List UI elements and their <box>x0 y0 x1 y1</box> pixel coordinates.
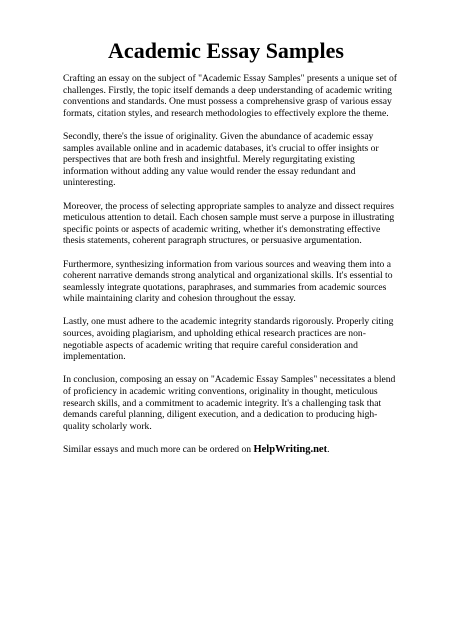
closing-line <box>63 444 399 456</box>
brand-link[interactable]: HelpWriting.net <box>253 444 328 455</box>
paragraph-2: Secondly, there's the issue of originality. Given the abundance of academic essay samples available online and in academic databases, it's crucial to offer insights or perspectives that are both fresh and insightful. Merely regurgitating existing information without adding any value would render the essay redundant and uninteresting. <box>63 130 379 189</box>
paragraph-1: Crafting an essay on the subject of "Academic Essay Samples" presents a unique set of challenges. Firstly, the topic itself demands a deep understanding of academic writing conventions and standards. One must possess a comprehensive grasp of various essay formats, citation styles, and research methodologies to effectively explore the theme. <box>63 73 397 119</box>
paragraph-3: Moreover, the process of selecting appropriate samples to analyze and dissect requires meticulous attention to detail. Each chosen sample must serve a purpose in illustrating specific points or aspects of academic writing, whether it's demonstrating effective thesis statements, coherent paragraph structures, or persuasive argumentation. <box>63 200 395 247</box>
paragraph-6: In conclusion, composing an essay on "Academic Essay Samples" necessitates a blend of proficiency in academic writing conventions, originality in thought, meticulous research skills, and a commitment to academic integrity. It's a challenging task that demands careful planning, diligent execution, and a dedication to producing high-quality scholarly work. <box>63 374 396 432</box>
essay-body <box>63 73 399 456</box>
closing-text: Similar essays and much more can be ordered on <box>63 444 254 455</box>
page-title: Academic Essay Samples <box>108 38 344 63</box>
closing-period: . <box>327 444 330 455</box>
paragraph-4: Furthermore, synthesizing information from various sources and weaving them into a coherent narrative demands strong analytical and organizational skills. It's essential to seamlessly integrate quotations, paraphrases, and summaries from academic sources while maintaining clarity and cohesion throughout the essay. <box>63 258 393 305</box>
paragraph-5: Lastly, one must adhere to the academic integrity standards rigorously. Properly citing sources, avoiding plagiarism, and upholding ethical research practices are non-negotiable aspects of academic writing that require careful consideration and implementation. <box>63 316 394 363</box>
